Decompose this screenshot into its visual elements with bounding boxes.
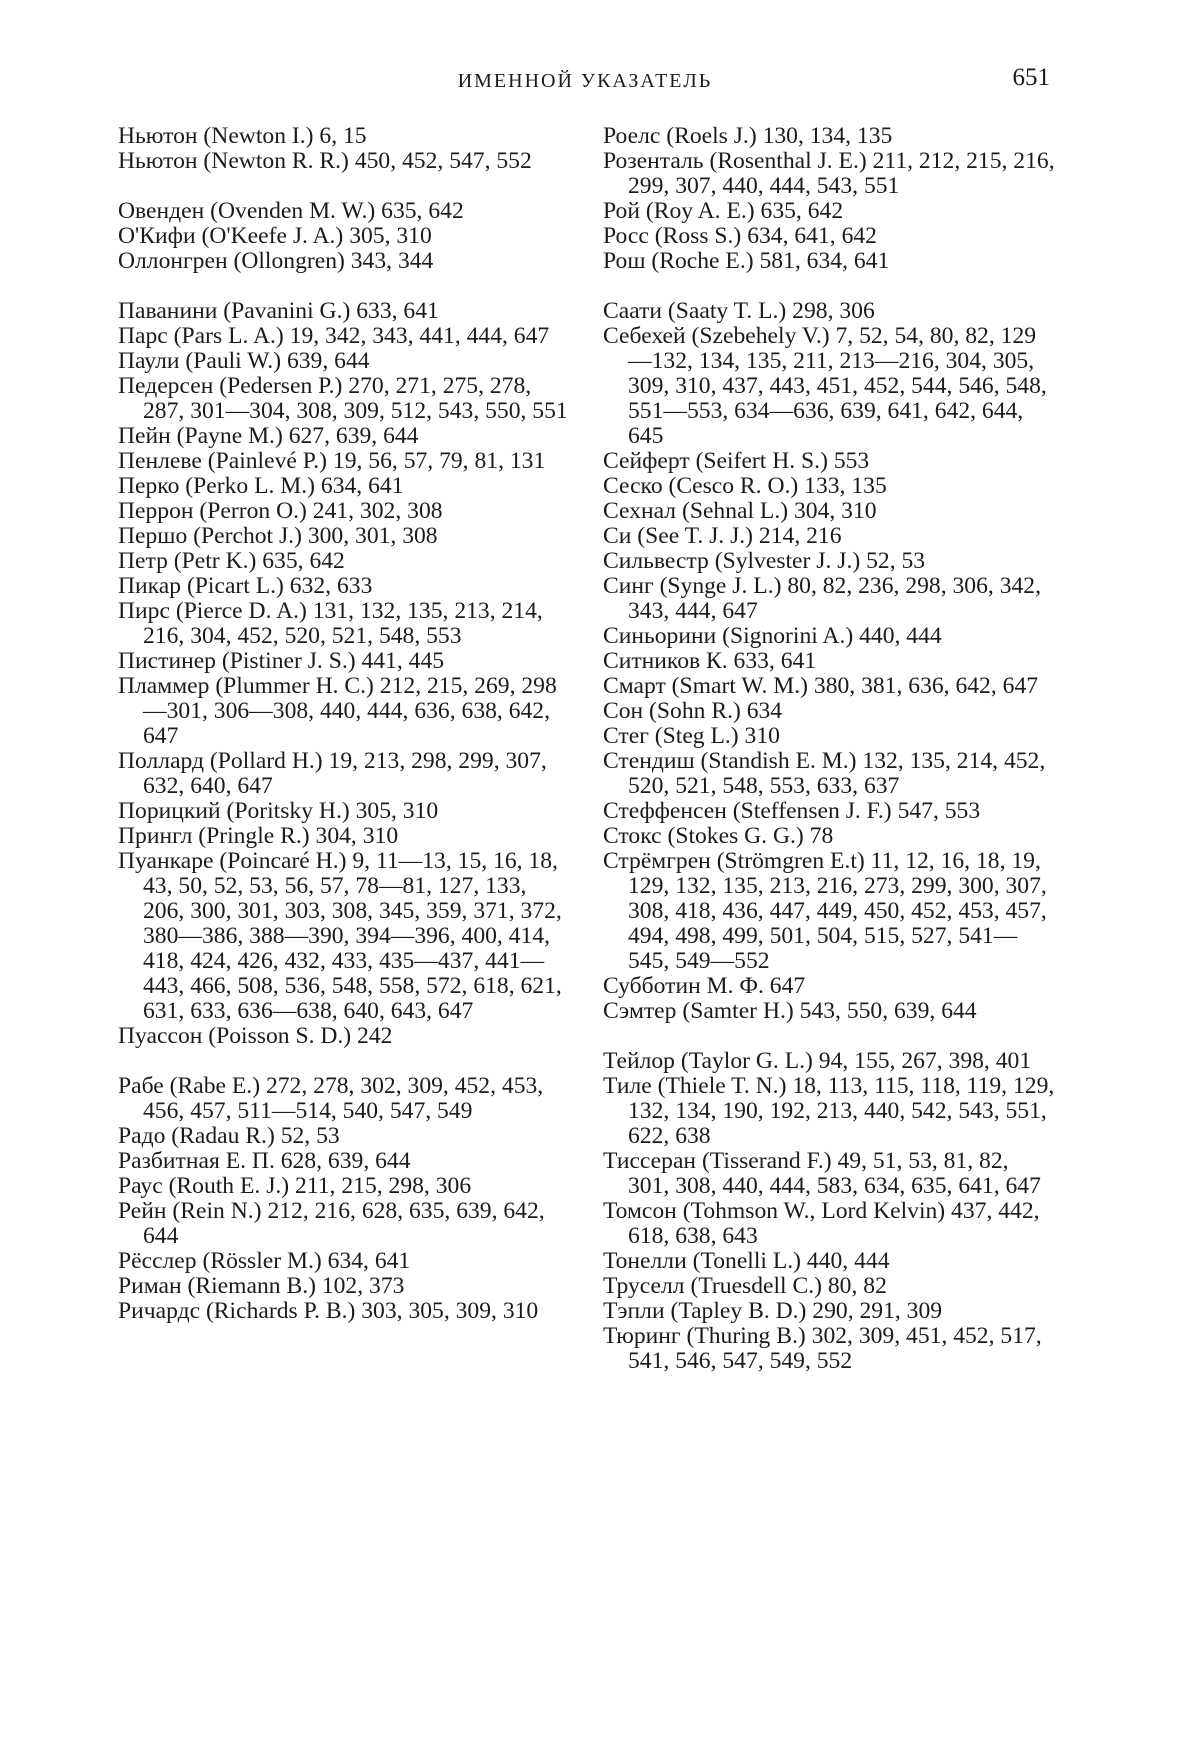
index-entry: Си (See T. J. J.) 214, 216 [603,523,842,549]
index-entry: Перко (Perko L. M.) 634, 641 [118,473,404,499]
index-entry: Оллонгрен (Ollongren) 343, 344 [118,248,434,274]
index-entry: Першо (Perchot J.) 300, 301, 308 [118,523,438,549]
index-entry: Поллард (Pollard H.) 19, 213, 298, 299, 307, 632, 640, 647 [118,748,547,799]
index-entry: Смарт (Smart W. M.) 380, 381, 636, 642, 647 [603,673,1039,699]
index-entry: Томсон (Tohmson W., Lord Kelvin) 437, 442, 618, 638, 643 [603,1198,1040,1249]
index-entry: Пейн (Payne M.) 627, 639, 644 [118,423,419,449]
index-entry: Сэмтер (Samter H.) 543, 550, 639, 644 [603,998,977,1024]
index-entry: Ситников К. 633, 641 [603,648,817,674]
index-entry: Роелс (Roels J.) 130, 134, 135 [603,123,893,149]
index-entry: Стрёмгрен (Strömgren E.t) 11, 12, 16, 18, 19, 129, 132, 135, 213, 216, 273, 299, 300, 307, 308, 418, 436, 447, 449, 450, 452, 453, 457, 494, 498, 499, 501, 504, 515, 527, 541—545, 549—552 [603,848,1047,974]
index-entry: Петр (Petr K.) 635, 642 [118,548,345,574]
index-entry: Рейн (Rein N.) 212, 216, 628, 635, 639, 642, 644 [118,1198,545,1249]
index-entry: Раус (Routh E. J.) 211, 215, 298, 306 [118,1173,472,1199]
index-entry: Прингл (Pringle R.) 304, 310 [118,823,399,849]
index-entry: Ричардс (Richards P. B.) 303, 305, 309, 310 [118,1298,539,1324]
index-entry: Порицкий (Poritsky H.) 305, 310 [118,798,439,824]
index-entry: Сон (Sohn R.) 634 [603,698,783,724]
index-entry: Перрон (Perron O.) 241, 302, 308 [118,498,443,524]
index-entry: Сильвестр (Sylvester J. J.) 52, 53 [603,548,926,574]
index-entry: Парс (Pars L. A.) 19, 342, 343, 441, 444, 647 [118,323,550,349]
index-entry: Рой (Roy A. E.) 635, 642 [603,198,844,224]
index-entry: Росс (Ross S.) 634, 641, 642 [603,223,877,249]
index-entry: Стег (Steg L.) 310 [603,723,780,749]
index-entry: Радо (Radau R.) 52, 53 [118,1123,340,1149]
index-entry: Педерсен (Pedersen P.) 270, 271, 275, 278, 287, 301—304, 308, 309, 512, 543, 550, 551 [118,373,568,424]
index-entry: Риман (Riemann B.) 102, 373 [118,1273,405,1299]
index-entry: Синг (Synge J. L.) 80, 82, 236, 298, 306, 342, 343, 444, 647 [603,573,1041,624]
index-entry: Сехнал (Sehnal L.) 304, 310 [603,498,877,524]
index-entry: Ньютон (Newton I.) 6, 15 [118,123,367,149]
index-entry: Субботин М. Ф. 647 [603,973,806,999]
index-entry: Разбитная Е. П. 628, 639, 644 [118,1148,411,1174]
index-column-left [118,124,568,1324]
index-entry: Пирс (Pierce D. A.) 131, 132, 135, 213, 214, 216, 304, 452, 520, 521, 548, 553 [118,598,543,649]
index-entry: Рабе (Rabe E.) 272, 278, 302, 309, 452, 453, 456, 457, 511—514, 540, 547, 549 [118,1073,544,1124]
index-entry: Пенлеве (Painlevé P.) 19, 56, 57, 79, 81, 131 [118,448,546,474]
index-entry: Пистинер (Pistiner J. S.) 441, 445 [118,648,445,674]
index-entry: Сеско (Cesco R. O.) 133, 135 [603,473,887,499]
index-entry: Пикар (Picart L.) 632, 633 [118,573,373,599]
index-entry: Паванини (Pavanini G.) 633, 641 [118,298,439,324]
index-column-right [603,124,1055,1374]
index-entry: Ньютон (Newton R. R.) 450, 452, 547, 552 [118,148,532,174]
index-entry: Саати (Saaty T. L.) 298, 306 [603,298,875,324]
index-entry: Сейферт (Seifert H. S.) 553 [603,448,870,474]
index-entry: Овенден (Ovenden M. W.) 635, 642 [118,198,464,224]
index-entry: Стокс (Stokes G. G.) 78 [603,823,834,849]
index-entry: Рёсслер (Rössler M.) 634, 641 [118,1248,411,1274]
index-entry: Тиле (Thiele T. N.) 18, 113, 115, 118, 119, 129, 132, 134, 190, 192, 213, 440, 542, 543, 551, 622, 638 [603,1073,1055,1149]
index-entry: Пуассон (Poisson S. D.) 242 [118,1023,393,1049]
index-entry: Тюринг (Thuring B.) 302, 309, 451, 452, 517, 541, 546, 547, 549, 552 [603,1323,1042,1374]
index-entry: Паули (Pauli W.) 639, 644 [118,348,370,374]
index-entry: Розенталь (Rosenthal J. E.) 211, 212, 215, 216, 299, 307, 440, 444, 543, 551 [603,148,1055,199]
index-entry: Себехей (Szebehely V.) 7, 52, 54, 80, 82, 129—132, 134, 135, 211, 213—216, 304, 305, 309, 310, 437, 443, 451, 452, 544, 546, 548, 551—553, 634—636, 639, 641, 642, 644, 645 [603,323,1047,449]
index-entry: Стеффенсен (Steffensen J. F.) 547, 553 [603,798,981,824]
index-entry: Рош (Roche E.) 581, 634, 641 [603,248,890,274]
running-title: ИМЕННОЙ УКАЗАТЕЛЬ [457,70,713,92]
index-entry: Пуанкаре (Poincaré H.) 9, 11—13, 15, 16, 18, 43, 50, 52, 53, 56, 57, 78—81, 127, 133, 206, 300, 301, 303, 308, 345, 359, 371, 372, 380—386, 388—390, 394—396, 400, 414, 418, 424, 426, 432, 433, 435—437, 441—443, 466, 508, 536, 548, 558, 572, 618, 621, 631, 633, 636—638, 640, 643, 647 [118,848,562,1024]
page-number: 651 [1012,64,1050,91]
index-entry: Тэпли (Tapley B. D.) 290, 291, 309 [603,1298,943,1324]
index-entry: О'Кифи (O'Keefe J. A.) 305, 310 [118,223,432,249]
index-entry: Труселл (Truesdell C.) 80, 82 [603,1273,887,1299]
index-entry: Тейлор (Taylor G. L.) 94, 155, 267, 398, 401 [603,1048,1032,1074]
index-entry: Стендиш (Standish E. M.) 132, 135, 214, 452, 520, 521, 548, 553, 633, 637 [603,748,1046,799]
page-header [120,64,1050,100]
index-entry: Пламмер (Plummer H. C.) 212, 215, 269, 298—301, 306—308, 440, 444, 636, 638, 642, 647 [118,673,557,749]
index-entry: Тиссеран (Tisserand F.) 49, 51, 53, 81, 82, 301, 308, 440, 444, 583, 634, 635, 641, 647 [603,1148,1041,1199]
index-entry: Тонелли (Tonelli L.) 440, 444 [603,1248,890,1274]
index-entry: Синьорини (Signorini A.) 440, 444 [603,623,942,649]
